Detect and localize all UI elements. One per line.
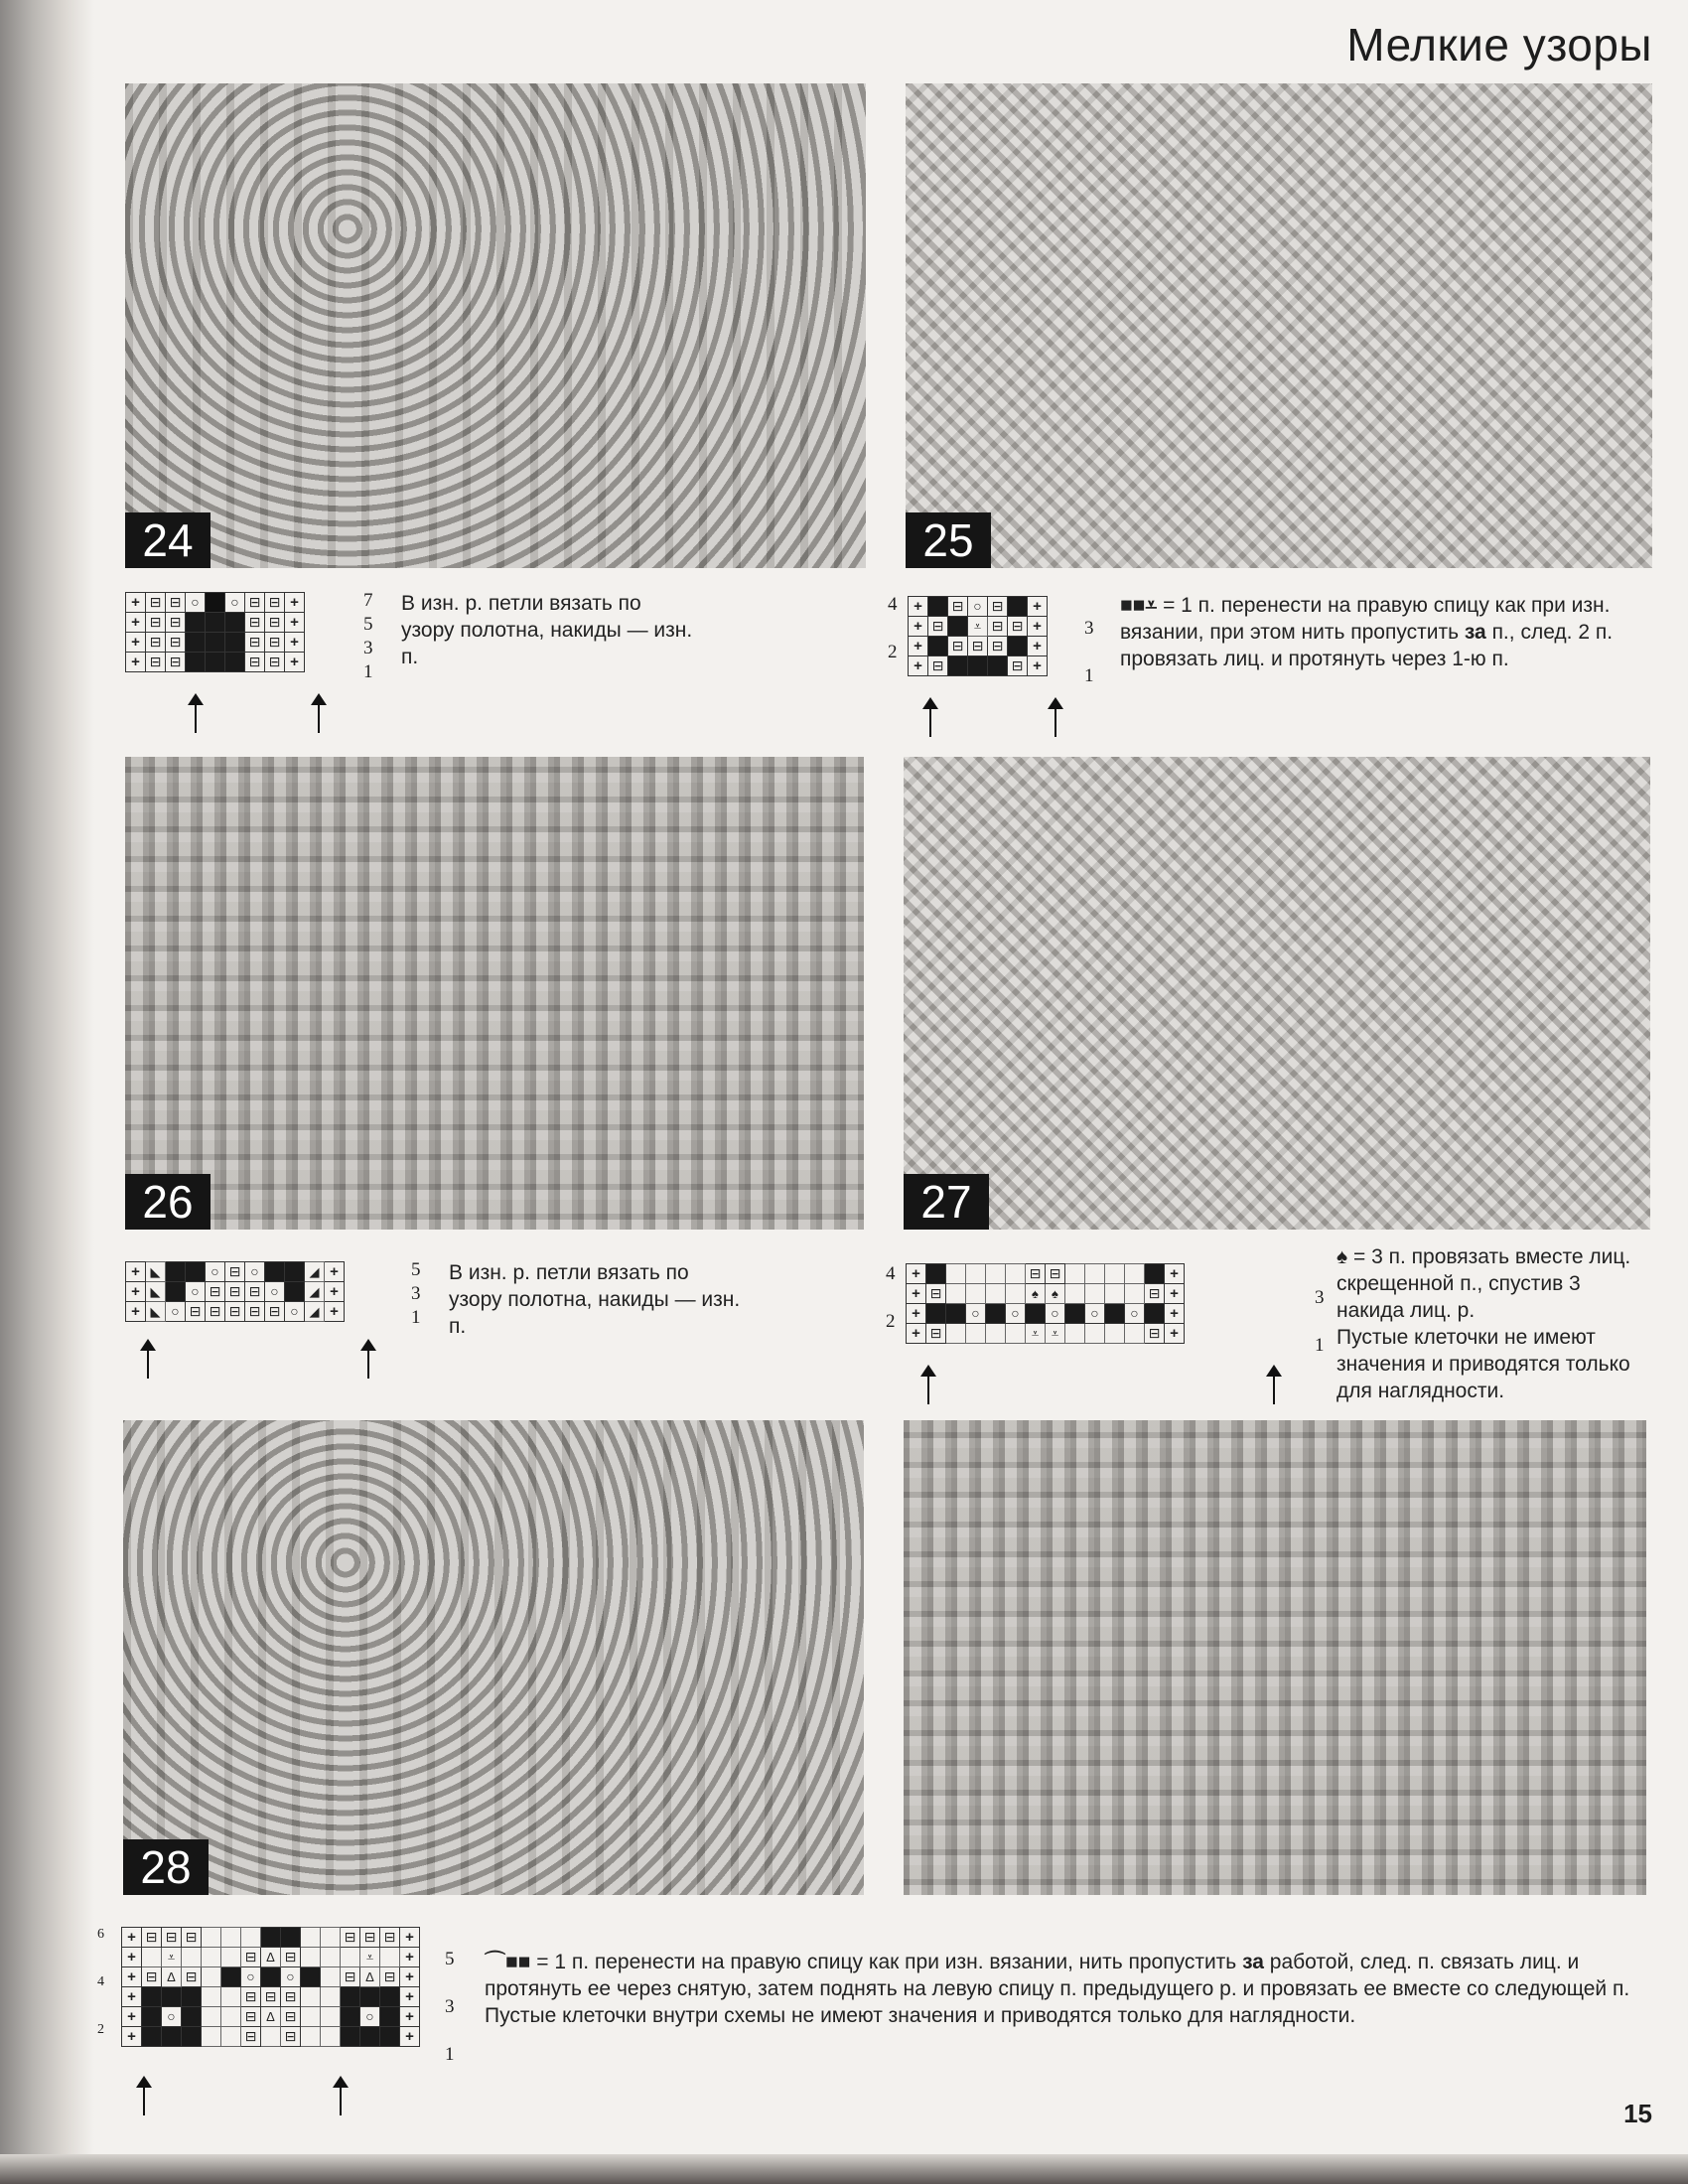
- chart-row-number: 3: [1084, 618, 1094, 639]
- chart-row-number: 3: [363, 638, 373, 658]
- pattern-legend: ■■⩡ = 1 п. перенести на правую спицу как при изн. вязании, при этом нить пропустить за п., след. 2 п. провязать лиц. и протянуть через 1-ю п.: [1120, 594, 1614, 670]
- chart-row-number: 1: [363, 661, 373, 682]
- chart-row-number: 1: [411, 1307, 421, 1328]
- lift-stitch-symbol-icon: ■■⩡: [1120, 594, 1158, 617]
- chart-row-number: 5: [411, 1259, 421, 1280]
- repeat-arrow-icon: [1273, 1373, 1275, 1404]
- page-bottom-edge: [0, 2154, 1688, 2184]
- chart-row-number: 1: [445, 2044, 455, 2065]
- pattern-legend: В изн. р. петли вязать по узору полотна, накиды — изн. п.: [401, 592, 693, 668]
- pattern-number-badge: 28: [123, 1839, 209, 1895]
- chart-row-number: 2: [886, 1311, 896, 1332]
- repeat-arrow-icon: [195, 701, 197, 733]
- chart-row-number: 5: [363, 614, 373, 635]
- pattern-number-badge: 24: [125, 512, 211, 568]
- chart-26: + ◣ ○ ⊟ ○ ◢ + + ◣ ○ ⊟ ⊟ ⊟ ○ ◢ + + ◣ ○ ⊟ ⊟ ⊟ ⊟ ⊟ ○ ◢ +: [125, 1261, 345, 1322]
- repeat-arrow-icon: [318, 701, 320, 733]
- page-title: Мелкие узоры: [1346, 19, 1652, 71]
- chart-row-number: 3: [445, 1996, 455, 2017]
- chart-24: [125, 592, 305, 672]
- page-number: 15: [1623, 2099, 1652, 2128]
- repeat-arrow-icon: [929, 705, 931, 737]
- chart-row-number: 7: [363, 590, 373, 611]
- swatch-photo-26: [125, 757, 864, 1230]
- chart-row-number: 4: [888, 594, 898, 615]
- repeat-arrow-icon: [1055, 705, 1056, 737]
- chart-row-number: 3: [1315, 1287, 1325, 1308]
- spade-symbol-icon: ♠: [1336, 1245, 1348, 1268]
- repeat-arrow-icon: [340, 2084, 342, 2115]
- chart-row-number: 2: [97, 2022, 104, 2037]
- pattern-number-badge: 26: [125, 1174, 211, 1230]
- repeat-arrow-icon: [367, 1347, 369, 1379]
- swatch-photo-unnumbered: [904, 1420, 1646, 1895]
- chart-row-number: 1: [1315, 1335, 1325, 1356]
- chart-row-number: 4: [97, 1974, 104, 1989]
- repeat-arrow-icon: [143, 2084, 145, 2115]
- chart-row-number: 5: [445, 1949, 455, 1969]
- chart-row-number: 2: [888, 642, 898, 662]
- repeat-arrow-icon: [927, 1373, 929, 1404]
- swatch-photo-27: [904, 757, 1650, 1230]
- lift-stitch-symbol-icon: ⌒■■: [485, 1951, 531, 1973]
- book-spine: [0, 0, 94, 2184]
- swatch-photo-28: [123, 1420, 864, 1895]
- chart-row-number: 4: [886, 1263, 896, 1284]
- pattern-number-badge: 25: [906, 512, 991, 568]
- swatch-photo-24: [125, 83, 866, 568]
- chart-row-number: 1: [1084, 665, 1094, 686]
- chart-row-number: 3: [411, 1283, 421, 1304]
- swatch-photo-25: [906, 83, 1652, 568]
- pattern-number-badge: 27: [904, 1174, 989, 1230]
- chart-28: + ⊟ ⊟ ⊟ ⊟ ⊟ ⊟ + + ⩡ ⊟ Δ ⊟ ⩡ + + ⊟ Δ ⊟ ○ ○ ⊟ Δ ⊟ + + ⊟ ⊟ ⊟ + + ○ ⊟ Δ ⊟ ○ + + ⊟ ⊟ +: [121, 1927, 420, 2047]
- pattern-legend: ⌒■■ = 1 п. перенести на правую спицу как при изн. вязании, нить пропустить за работой, след. п. связать лиц. и протянуть ее через снятую, затем поднять на левую спицу п. предыдущего р. и провязать ее вместе со следующей п. Пустые клеточки внутри схемы не имеют значения и приводятся только для наглядности.: [485, 1951, 1630, 2027]
- chart-row-number: 6: [97, 1927, 104, 1942]
- repeat-arrow-icon: [147, 1347, 149, 1379]
- pattern-legend: ♠ = 3 п. провязать вместе лиц. скрещенной п., спустив 3 накида лиц. р. Пустые клеточки не имеют значения и приводятся только для наглядности.: [1336, 1245, 1631, 1402]
- pattern-legend: В изн. р. петли вязать по узору полотна, накиды — изн. п.: [449, 1261, 741, 1338]
- chart-25: + ⊟ ○ ⊟ + + ⊟ ⩡ ⊟ ⊟ + + ⊟ ⊟ ⊟ + + ⊟ ⊟ +: [908, 596, 1048, 676]
- chart-27: + ⊟ ⊟ + + ⊟ ♠ ♠ ⊟ + + ○ ○ ○ ○ ○ + + ⊟ ⩡ ⩡ ⊟ +: [906, 1263, 1185, 1344]
